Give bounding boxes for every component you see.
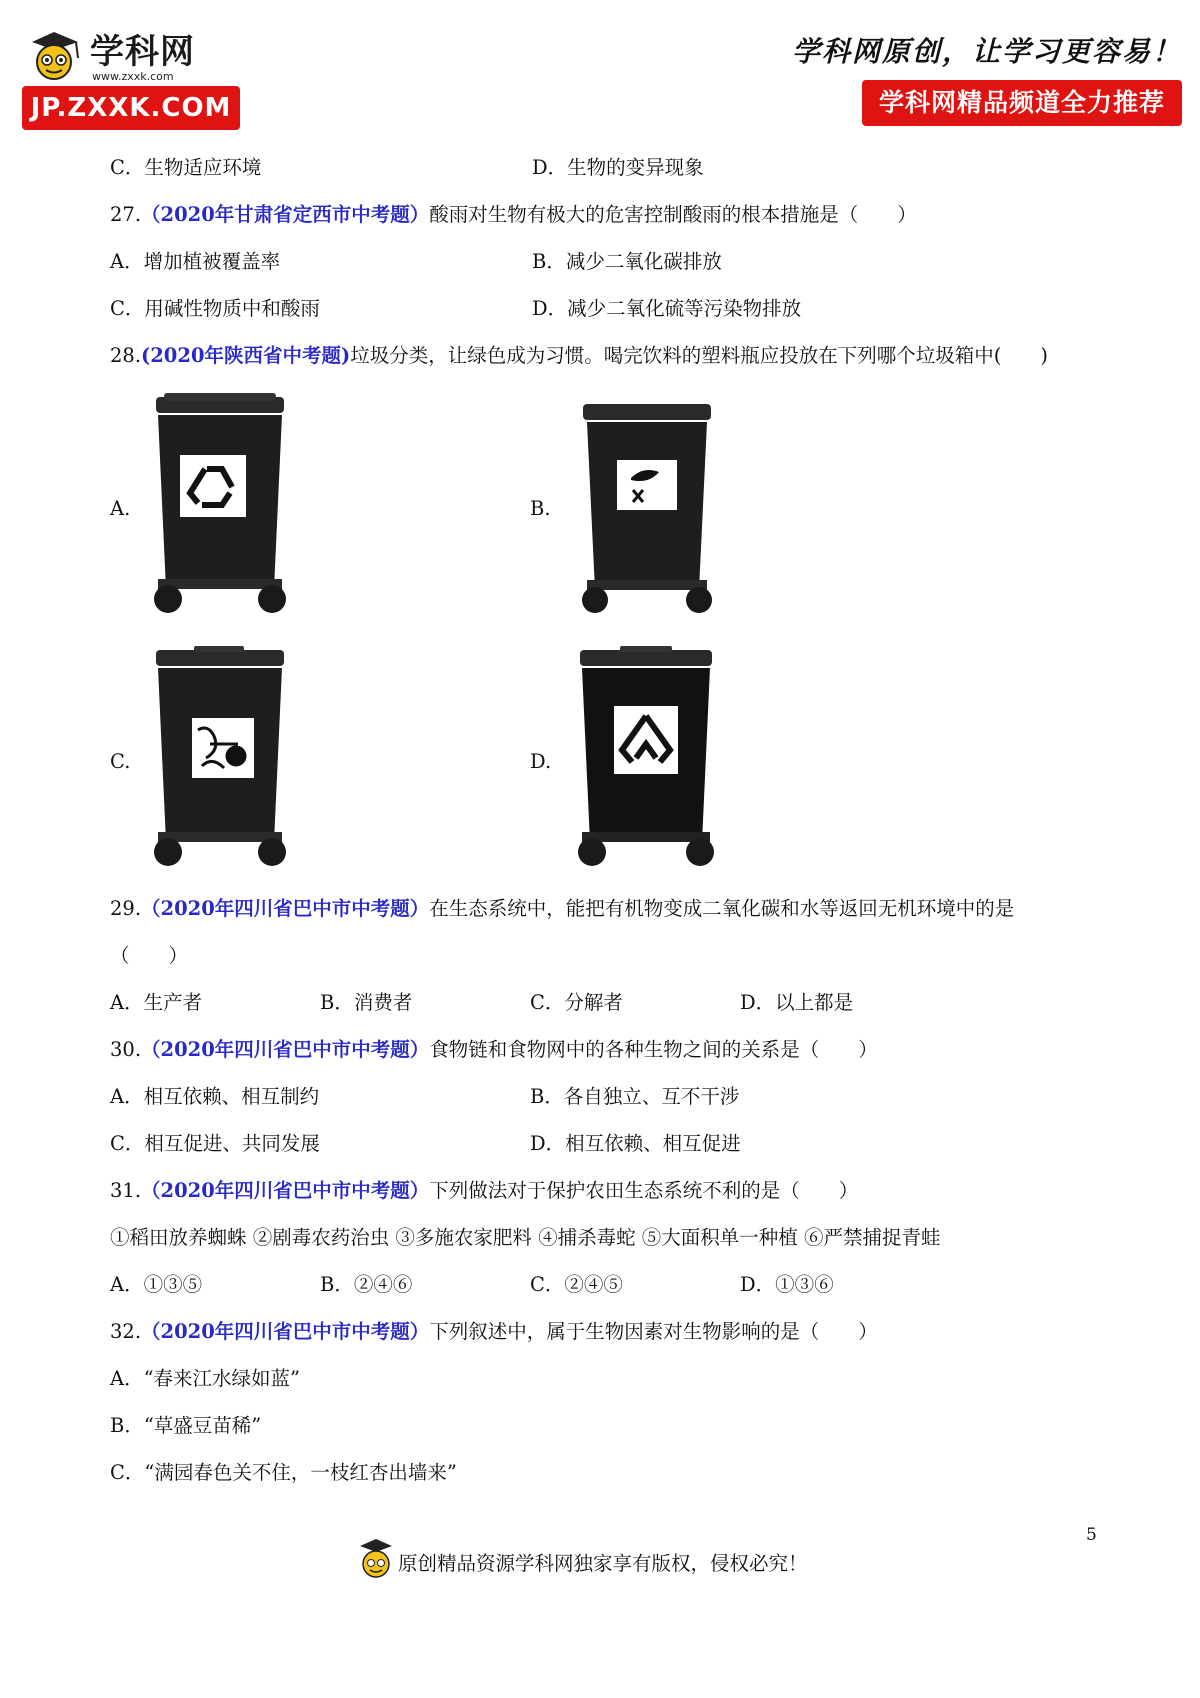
option-a: A．生产者 — [110, 991, 203, 1014]
option-d: D．生物的变异现象 — [532, 156, 704, 179]
option-a: A．相互依赖、相互制约 — [110, 1085, 320, 1108]
bin-option-label: C. — [110, 750, 131, 773]
bin-option-label: D. — [530, 750, 552, 773]
option-a: A．①③⑤ — [110, 1273, 203, 1296]
question-31 — [110, 1177, 858, 1205]
question-text: 酸雨对生物有极大的危害控制酸雨的根本措施是（ ） — [429, 203, 917, 226]
question-source: （2020年四川省巴中市中考题） — [141, 897, 430, 920]
question-number: 28. — [110, 344, 142, 367]
question-30 — [110, 1036, 878, 1064]
question-number: 31. — [110, 1179, 142, 1202]
option-d: D．以上都是 — [740, 991, 854, 1014]
question-text: 在生态系统中，能把有机物变成二氧化碳和水等返回无机环境中的是 — [429, 897, 1015, 920]
option-c: C．分解者 — [530, 991, 623, 1014]
option-b: B．各自独立、互不干涉 — [530, 1085, 740, 1108]
question-text: 下列做法对于保护农田生态系统不利的是（ ） — [429, 1179, 859, 1202]
logo-title: 学科网 — [90, 32, 195, 72]
question-number: 30. — [110, 1038, 142, 1061]
question-27 — [110, 201, 917, 229]
food-waste-bin-image — [150, 646, 290, 868]
mascot-icon — [356, 1536, 396, 1584]
question-text: 下列叙述中，属于生物因素对生物影响的是（ ） — [429, 1320, 878, 1343]
other-waste-bin-image — [577, 400, 717, 616]
answer-blank: （ ） — [110, 944, 189, 967]
option-d: D．①③⑥ — [740, 1273, 834, 1296]
option-c: C．“满园春色关不住，一枝红杏出墙来” — [110, 1461, 457, 1484]
question-source: (2020年陕西省中考题) — [141, 344, 351, 367]
question-source: （2020年四川省巴中市中考题） — [141, 1320, 430, 1343]
option-c: C．②④⑤ — [530, 1273, 623, 1296]
harmful-waste-bin-image — [574, 646, 718, 868]
question-number: 29. — [110, 897, 142, 920]
option-c: C．用碱性物质中和酸雨 — [110, 297, 320, 320]
copyright-notice: 原创精品资源学科网独家享有版权，侵权必究！ — [398, 1552, 808, 1575]
option-c: C．生物适应环境 — [110, 156, 262, 179]
question-source: （2020年四川省巴中市中考题） — [141, 1179, 430, 1202]
question-32 — [110, 1318, 878, 1346]
question-text: 垃圾分类，让绿色成为习惯。喝完饮料的塑料瓶应投放在下列哪个垃圾箱中( ) — [350, 344, 1048, 367]
logo-domain[interactable]: JP.ZXXK.COM — [22, 86, 240, 130]
option-d: D．相互依赖、相互促进 — [530, 1132, 741, 1155]
option-c: C．相互促进、共同发展 — [110, 1132, 320, 1155]
page-number: 5 — [1086, 1525, 1097, 1545]
question-source: （2020年四川省巴中市中考题） — [141, 1038, 430, 1061]
logo-url: www.zxxk.com — [92, 70, 174, 83]
header-slogan: 学科网原创，让学习更容易！ — [791, 35, 1182, 68]
question-number: 32. — [110, 1320, 142, 1343]
site-logo — [18, 20, 258, 132]
question-29 — [110, 895, 1014, 923]
bin-option-label: B. — [530, 497, 551, 520]
option-b: B．②④⑥ — [320, 1273, 413, 1296]
question-text: 食物链和食物网中的各种生物之间的关系是（ ） — [429, 1038, 878, 1061]
bin-option-label: A. — [110, 497, 131, 520]
question-items: ①稻田放养蜘蛛 ②剧毒农药治虫 ③多施农家肥料 ④捕杀毒蛇 ⑤大面积单一种植 ⑥严禁捕捉青蛙 — [110, 1226, 941, 1249]
question-number: 27. — [110, 203, 142, 226]
option-a: A．“春来江水绿如蓝” — [110, 1367, 301, 1390]
option-b: B．减少二氧化碳排放 — [532, 250, 722, 273]
question-source: （2020年甘肃省定西市中考题） — [141, 203, 430, 226]
option-d: D．减少二氧化硫等污染物排放 — [532, 297, 802, 320]
question-28 — [110, 342, 1048, 370]
recyclable-bin-image — [150, 393, 290, 615]
mascot-icon — [24, 28, 86, 84]
option-b: B．消费者 — [320, 991, 413, 1014]
option-a: A．增加植被覆盖率 — [110, 250, 281, 273]
option-b: B．“草盛豆苗稀” — [110, 1414, 262, 1437]
promo-banner[interactable]: 学科网精品频道全力推荐 — [862, 80, 1182, 126]
